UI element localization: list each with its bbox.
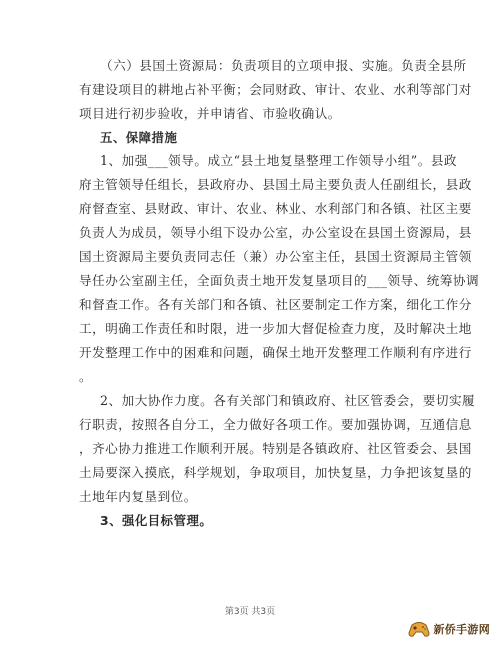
gamepad-logo-icon bbox=[408, 619, 430, 639]
watermark-text: 新侨手游网 bbox=[433, 623, 490, 636]
text-line: 有建设项目的耕地占补平衡；会同财政、审计、农业、水利等部门对 bbox=[79, 82, 472, 97]
text-line: 项目进行初步验收，并申请省、市验收确认。 bbox=[79, 106, 341, 121]
text-line: 府督查室、县财政、审计、农业、林业、水利部门和各镇、社区主要 bbox=[79, 201, 472, 216]
text-line: 行职责，按照各自分工，全力做好各项工作。要加强协调，互通信息 bbox=[79, 417, 472, 432]
page-footer: 第3页 共3页 bbox=[224, 607, 276, 617]
text-line: 导任办公室副主任，全面负责土地开发复垦项目的___领导、统筹协调 bbox=[79, 273, 480, 288]
text-line: 负责人为成员，领导小组下设办公室，办公室设在县国土资源局，县 bbox=[79, 225, 472, 240]
text-line: （六）县国土资源局：负责项目的立项申报、实施。负责全县所 bbox=[100, 58, 467, 73]
section-heading: 五、保障措施 bbox=[100, 130, 178, 145]
watermark bbox=[408, 619, 491, 639]
text-line: 府主管领导任组长，县政府办、县国土局主要负责人任副组长，县政 bbox=[79, 177, 472, 192]
text-line: 土地年内复垦到位。 bbox=[79, 489, 197, 504]
text-line: 。 bbox=[79, 369, 93, 384]
text-line: 工，明确工作责任和时限，进一步加大督促检查力度，及时解决土地 bbox=[79, 321, 472, 336]
text-line: 土局要深入摸底，科学规划，争取项目，加快复垦，力争把该复垦的 bbox=[79, 465, 472, 480]
text-line: 2、加大协作力度。各有关部门和镇政府、社区管委会，要切实履 bbox=[100, 393, 476, 408]
text-line: 1、加强___领导。成立“县土地复垦整理工作领导小组”。县政 bbox=[100, 153, 458, 168]
section-heading: 3、强化目标管理。 bbox=[100, 513, 213, 528]
text-line: 和督查工作。各有关部门和各镇、社区要制定工作方案，细化工作分 bbox=[79, 297, 472, 312]
text-line: 开发整理工作中的困难和问题，确保土地开发整理工作顺利有序进行 bbox=[79, 345, 472, 360]
text-line: 国土资源局主要负责同志任（兼）办公室主任，县国土资源局主管领 bbox=[79, 249, 472, 264]
text-line: ，齐心协力推进工作顺利开展。特别是各镇政府、社区管委会、县国 bbox=[79, 441, 472, 456]
